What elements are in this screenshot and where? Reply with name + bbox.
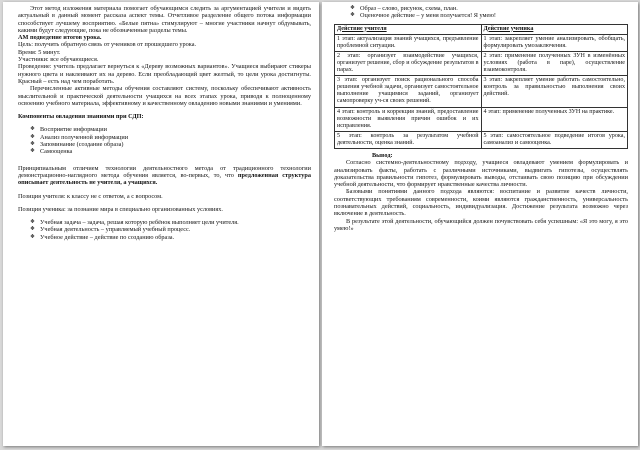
table-cell: 1 этап: закрепляет умение анализировать, обобщать, формулировать умозаключения. (481, 34, 628, 51)
components-heading: Компоненты овладения знаниями при СДП: (18, 113, 144, 121)
list-item: ❖ Учебная задача – задача, решая которую ребёнок выполняет цели учителя. (40, 219, 311, 226)
list-item: ❖ Образ – слово, рисунок, схема, план. (360, 5, 628, 12)
document-page-left (3, 2, 319, 446)
active-methods-paragraph: Перечисленные активные методы обучения составляют систему, поскольку обеспечивают активность мыслительной и практической деятельности учащихся на всех этапах урока, приводя к полноценному освоению учебного материала, эффективному и качественному овладению новыми знаниями и умениями. (18, 85, 311, 107)
principle-paragraph (18, 165, 311, 187)
positions-list (18, 219, 311, 241)
conclusion-heading: Вывод: (372, 152, 393, 159)
list-item: ❖ Учебное действие – действие по созданию образа. (40, 234, 311, 241)
table-row (335, 51, 628, 75)
list-item: ❖ Запоминание (создание образа) (40, 141, 311, 148)
table-cell: 2 этап: организует взаимодействие учащихся, организует решение, сбор и обсуждение результатов в парах. (335, 51, 482, 75)
student-column-header: Действие ученика (481, 24, 628, 34)
am-heading: АМ подведение итогов урока. (18, 34, 102, 42)
table-cell: 3 этап: закрепляет умение работать самостоятельно, контроль за правильностью выполнения своих действий. (481, 76, 628, 107)
document-page-right (322, 2, 638, 446)
page-left-content (18, 5, 311, 241)
table-cell: 5 этап: самостоятельное подведение итогов урока, самоанализ и самооценка. (481, 131, 628, 148)
list-item: ❖ Учебная деятельность – управляемый учебный процесс. (40, 226, 311, 233)
table-row (335, 131, 628, 148)
am-time: Время: 5 минут. (18, 48, 61, 56)
student-position: Позиция ученика: за познание мира в специально организованных условиях. (18, 205, 223, 213)
conclusion-paragraph-1: Согласно системно-деятельностному подходу, учащиеся овладевают умением формулировать и анализировать факты, работать с различными источниками, выдвигать гипотезы, осуществлять доказательства правильности гипотез, формулировать выводы, отстаивать свою позицию при обсуждении учебной деятельности, что формирует нравственные качества личности. (334, 159, 628, 189)
table-row (335, 76, 628, 107)
list-item: ❖ Оценочное действие – у меня получается! Я умею! (360, 12, 628, 19)
actions-table (334, 24, 628, 149)
table-row (335, 34, 628, 51)
conclusion-paragraph-2: Базовыми понятиями данного подхода являются: воспитание и развитие качеств личности, соответствующих требованиям современности, коими являются гражданственность, универсальность познавательных действий, социальность, индивидуализация. Достижение результата возможно через включение в деятельность. (334, 188, 628, 218)
list-item: ❖ Анализ полученной информации (40, 134, 311, 141)
teacher-column-header: Действие учителя (335, 24, 482, 34)
table-header-row (335, 24, 628, 34)
top-list (334, 5, 628, 20)
list-item: ❖ Восприятие информации (40, 126, 311, 133)
table-row (335, 107, 628, 131)
page-right-content (334, 5, 628, 232)
am-goal: Цель: получить обратную связь от учеников от прошедшего урока. (18, 41, 197, 49)
principle-emphasis: предложенная структура описывает деятельность не учителя, а учащихся. (18, 171, 311, 187)
am-participants: Участники: все обучающиеся. (18, 56, 99, 64)
list-item: ❖ Самооценка (40, 148, 311, 155)
table-cell: 4 этап: контроль и коррекция знаний, предоставление возможности выявления причин ошибок и их исправления. (335, 107, 482, 131)
components-list (18, 126, 311, 155)
intro-paragraph: Этот метод изложения материала помогает обучающимся следить за аргументацией учителя и видеть актуальный в данный момент рассказа аспект темы. Отчетливое разделение общего потока информации способствует лучшему восприятию. «Белые пятна» стимулируют – многие участники начнут обдумывать, какими будут следующие, пока не обозначенные разделы темы. (18, 5, 311, 34)
table-cell: 1 этап: актуализация знаний учащихся, предъявление проблемной ситуации. (335, 34, 482, 51)
principle-text: Принципиальным отличием технологии деятельностного метода от традиционного технологии демонстрационно-наглядного метода обучения является, во-первых, то, что (18, 164, 311, 179)
am-procedure: Проведение: учитель предлагает вернуться к «Дереву возможных вариантов». Учащиеся выбирают стикеры нужного цвета и наклеивают их на дерево. Если преобладающий цвет желтый, то цели урока достигнуты. Красный – есть над чем поработать. (18, 63, 311, 85)
conclusion-paragraph-3: В результате этой деятельности, обучающийся должен почувствовать себя успешным: «Я это могу, я это умею!» (334, 217, 628, 232)
table-cell: 4 этап: применение полученных ЗУН на практике. (481, 107, 628, 131)
table-cell: 3 этап: организует поиск рационального способа решения учебной задачи, организует самостоятельное выполнение учащимися заданий, организует самопроверку уч-ся своих решений. (335, 76, 482, 107)
teacher-position: Позиция учителя: к классу не с ответом, а с вопросом. (18, 192, 163, 200)
table-cell: 2 этап: применение полученных ЗУН в изменённых условиях (работа в паре), осуществление взаимоконтроля. (481, 51, 628, 75)
table-cell: 5 этап: контроль за результатом учебной деятельности, оценка знаний. (335, 131, 482, 148)
